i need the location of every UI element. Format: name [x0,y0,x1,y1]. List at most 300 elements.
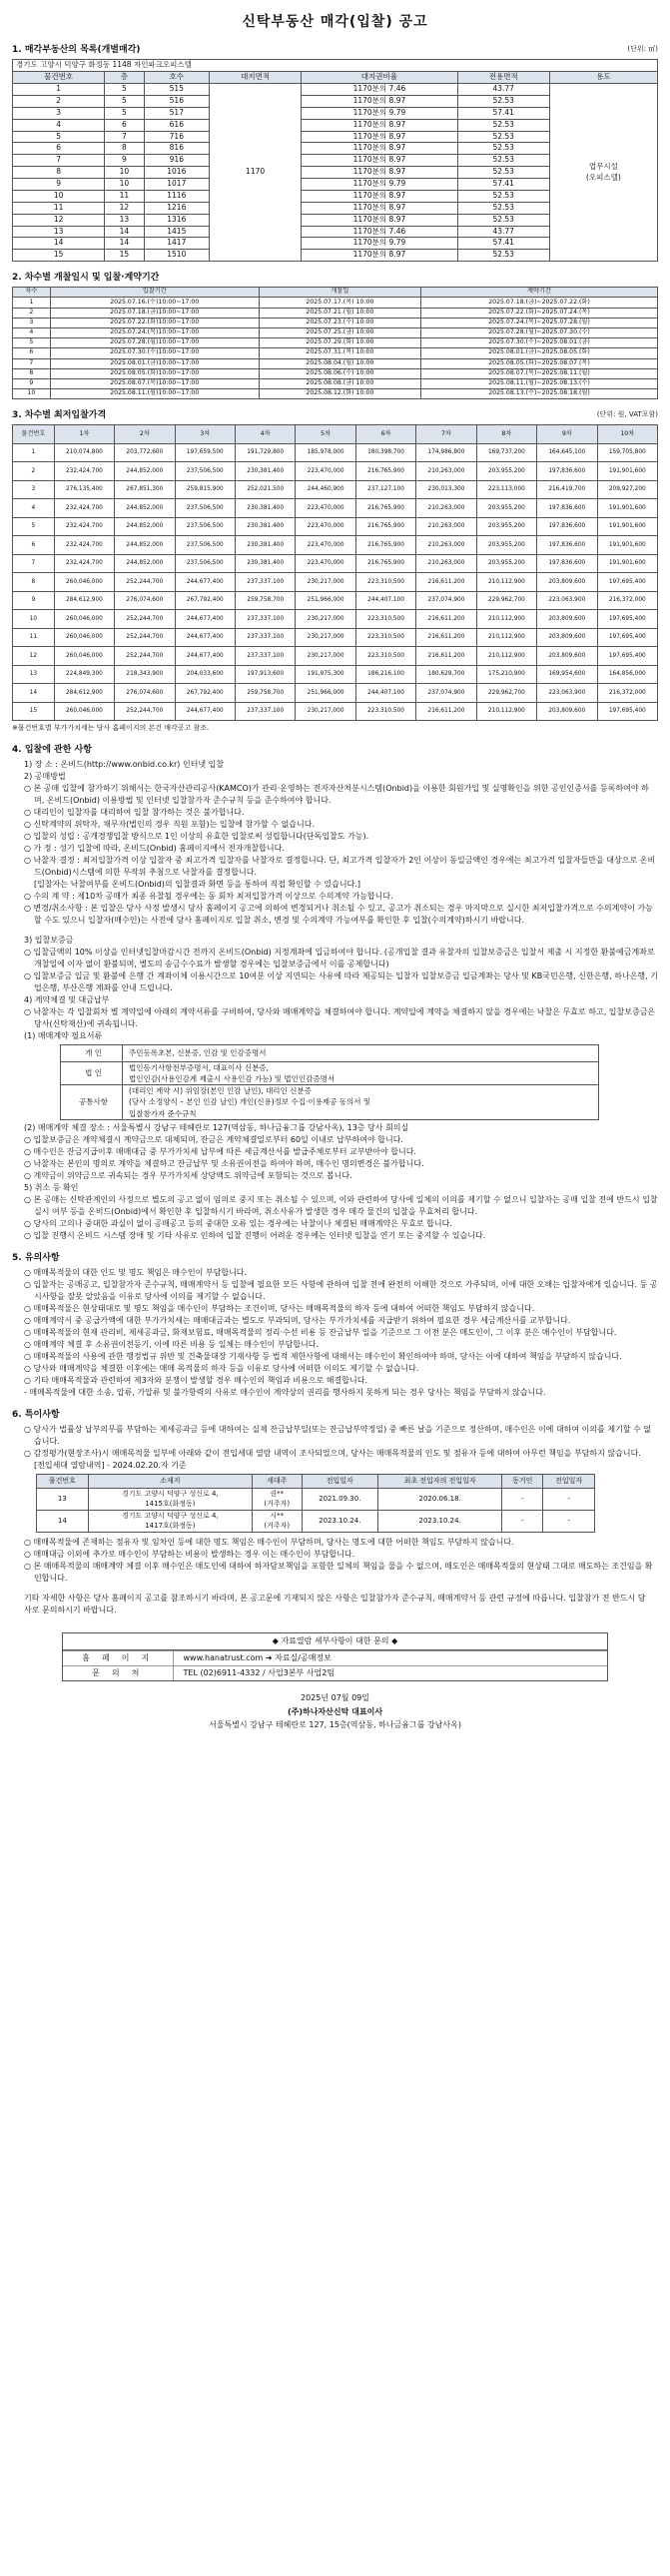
table-cell: 284,612,900 [54,684,114,703]
table-cell: 경기도 고양시 덕양구 성신로 4, 1415호(화정동) [88,1488,252,1510]
table-cell: 2025.08.05.(화)~2025.08.07.(목) [421,358,658,368]
table-cell: 169,737,200 [476,443,536,462]
table-cell: 223,063,900 [537,591,597,610]
table-cell: 13 [105,214,144,226]
table-header-cell: 대지권비율 [302,72,457,84]
table-header-cell: 9차 [537,425,597,444]
table-cell: 244,677,400 [175,610,235,629]
table-cell: 197,836,600 [537,462,597,481]
table-cell: 251,966,000 [296,591,355,610]
section-2-heading: 2. 차수별 개찰일시 및 입찰·계약기간 [12,273,160,284]
table-cell: 1017 [144,179,209,191]
table-header-cell: 세대주 [252,1474,302,1488]
list-item: ○ 본 공매 입찰에 참가하기 위해서는 한국자산관리공사(KAMCO)가 관리·운영하는 전자자산처분시스템(Onbid)을 이용한 회원가입 및 실명확인을 위한 공인인증서를 등록하여야 하며, 온비드(Onbid) 이용방법 및 인터넷 입찰참가자 준수규칙 등을 준수하여야 합니다. [24,783,649,805]
table-cell: 3 [13,318,51,327]
table-cell: 2 [13,462,55,481]
table-cell: 2025.08.04.(월) 10:00 [259,358,420,368]
table-cell: 223,470,000 [296,554,355,573]
table-row [13,443,658,462]
table-header-cell: 입찰기간 [50,288,259,298]
table-cell: 244,852,000 [115,517,175,536]
table-cell: 260,046,000 [54,628,114,647]
table-row [61,1044,599,1061]
table-cell: 52.53 [457,202,549,214]
table-cell: 169,954,600 [537,665,597,684]
table-cell: 1170분의 9.79 [302,238,457,250]
table-header-cell: 전입일자 [543,1474,595,1488]
table-cell: 816 [144,143,209,155]
table-cell: 2025.08.13.(수)~2025.08.18.(월) [421,389,658,399]
table-cell: 216,372,000 [597,684,657,703]
list-item: ○ 매매목적물의 사용에 관한 행정법규 위반 및 건축물대장 기재사항 등 법적 제한사항에 대해서는 매수인이 확인하여야 하며, 당사는 이에 대하여 책임을 부담하지 않습니다. [24,1351,622,1361]
table-row [13,647,658,666]
table-cell: 210,263,000 [416,554,476,573]
table-cell: 2025.07.30.(수)~2025.08.01.(금) [421,338,658,348]
table-row [13,536,658,555]
table-cell: 210,074,800 [54,443,114,462]
table-cell: 259,815,900 [175,480,235,499]
table-cell: 197,836,600 [537,536,597,555]
table-row [13,298,658,308]
table-cell: 43.77 [457,84,549,96]
list-item: ○ 매수인은 잔금지급이후 매매대금 중 부가가치세 납부에 따른 세금계산서를 발급주체로부터 교부받아야 합니다. [24,1146,416,1156]
table-row [13,499,658,518]
table-cell: 244,407,100 [355,591,415,610]
table-cell: 191,901,600 [597,536,657,555]
table-cell: 216,611,200 [416,573,476,592]
table-cell: 9 [13,179,105,191]
table-cell: 244,460,900 [296,480,355,499]
land-area-cell: 1170 [210,84,302,262]
table-cell: 210,112,900 [476,573,536,592]
table-row [13,517,658,536]
table-cell: 4 [13,119,105,131]
table-cell: 52.53 [457,155,549,167]
section-1-heading [12,44,658,57]
table-cell: 2025.08.11.(월)10:00~17:00 [50,389,259,399]
list-item: ○ 매매목적물에 존재하는 점유자 및 임차인 등에 대한 명도 책임은 매수인이 부담하며, 당사는 명도에 대한 어떠한 책임도 부담하지 않습니다. [24,1537,514,1547]
table-cell: 203,955,200 [476,462,536,481]
table-cell: 180,398,700 [355,443,415,462]
table-cell: 2025.07.17.(목) 10:00 [259,298,420,308]
table-cell: 1170분의 8.97 [302,190,457,202]
s4-cancel-heading: 5) 취소 등 확인 [24,1182,79,1192]
table-cell: 204,033,600 [175,665,235,684]
table-cell: 216,765,900 [355,462,415,481]
table-cell: 203,955,200 [476,554,536,573]
table-cell: 13 [13,226,105,238]
table-cell: 10 [13,190,105,202]
table-cell: 1510 [144,250,209,262]
table-cell: 616 [144,119,209,131]
table-cell: 8 [13,368,51,378]
table-cell: 11 [13,202,105,214]
table-cell: 203,809,600 [537,610,597,629]
footer [12,1691,658,1732]
table-row [13,308,658,318]
table-cell: 2025.07.21.(월) 10:00 [259,308,420,318]
footer-date: 2025년 07월 09일 [301,1693,369,1702]
table-cell: 7 [13,358,51,368]
table-cell: 244,852,000 [115,499,175,518]
list-item: ○ 낙찰자는 본인의 명의로 계약을 체결하고 잔금납부 및 소유권이전을 하여야 하며, 매수인 명의변경은 불가합니다. [24,1158,424,1168]
table-header-cell: 물건번호 [13,72,105,84]
doc-type-cell: 법 인 [61,1061,123,1085]
table-cell: 252,244,700 [115,647,175,666]
schedule-table [12,287,658,399]
table-cell: 191,729,800 [235,443,295,462]
table-cell: 276,135,400 [54,480,114,499]
list-item: ○ 당사와 매매계약을 체결한 이후에는 매매 목적물의 하자 등을 이유로 당사에 어떠한 이의도 제기할 수 없습니다. [24,1363,419,1373]
table-cell: 230,013,300 [416,480,476,499]
table-cell: 57.41 [457,238,549,250]
table-cell: - [502,1488,543,1510]
table-cell: 197,695,400 [597,573,657,592]
table-cell: 244,407,100 [355,684,415,703]
table-cell: 237,074,900 [416,591,476,610]
table-header-cell: 소재지 [88,1474,252,1488]
table-row [13,378,658,388]
list-item: ○ 입찰금액의 10% 이상을 인터넷입찰마감시간 전까지 온비드(Onbid) 지정계좌에 입금하여야 합니다. (공개입찰 결과 유찰자의 입찰보증금은 입찰서 제출 시 지정한 환불예금계좌로 개찰일에 이자 없이 환불되며, 별도의 송금수수료가 발생할 경우에는 입찰보증금에서 이를 공제합니다) [24,947,655,968]
table-cell: 52.53 [457,119,549,131]
table-cell: 230,217,000 [296,647,355,666]
table-cell: 230,217,000 [296,702,355,721]
table-cell: 9 [105,155,144,167]
table-cell: 185,978,000 [296,443,355,462]
table-cell: 52.53 [457,214,549,226]
table-cell: 216,372,000 [597,591,657,610]
table-cell: 5 [13,338,51,348]
contract-docs-table [60,1044,599,1120]
table-header-cell: 7차 [416,425,476,444]
table-cell: 1170분의 8.97 [302,95,457,107]
table-cell: 244,852,000 [115,554,175,573]
table-cell: 237,127,100 [355,480,415,499]
table-header-cell: 4차 [235,425,295,444]
table-cell: 1170분의 9.79 [302,179,457,191]
list-item: ○ 매매목적물의 현재 관리비, 제세공과금, 화재보험료, 매매목적물의 정리·수선 비용 등 잔금납부 일을 기준으로 그 이전 분은 매도인이, 그 이후 분은 매수인이 부담합니다. [24,1327,617,1337]
table-cell: 197,659,500 [175,443,235,462]
table-cell: 237,506,500 [175,536,235,555]
table-cell: 52.53 [457,143,549,155]
table-cell: 229,962,700 [476,591,536,610]
table-cell: 237,337,100 [235,610,295,629]
table-cell: 1170분의 7.46 [302,226,457,238]
table-cell: 1170분의 8.97 [302,131,457,143]
table-cell: 237,337,100 [235,573,295,592]
table-cell: 2025.07.23.(수) 10:00 [259,318,420,327]
table-cell: 2021.09.30. [302,1488,377,1510]
table-cell: 244,677,400 [175,647,235,666]
list-item: ○ 매매목적물의 대한 인도 및 명도 책임은 매수인이 부담합니다. [24,1267,248,1277]
footer-address: 서울특별시 강남구 테헤란로 127, 15층(역삼동, 하나금융그룹 강남사옥) [209,1720,461,1730]
table-cell: 210,112,900 [476,647,536,666]
contact-box [62,1632,608,1681]
table-cell: 52.53 [457,131,549,143]
list-item: ○ 매매계약서 중 공급가액에 대한 부가가치세는 매매대금과는 별도로 부과되며, 당사는 부가가치세를 지급받기 위하여 필요한 경우 세금계산서를 교부합니다. [24,1315,571,1325]
list-item: ○ 입찰보증금 입금 및 환불에 은행 간 계좌이체 이용시간으로 10여분 이상 지연되는 사유에 따라 제공되는 입찰자 입찰보증금 입금계좌는 당사 및 KB국민은행, 신한은행, 하나은행, 기업은행, 부산은행 계좌를 안내 드립니다. [24,970,658,992]
table-cell: 267,792,400 [175,591,235,610]
homepage-label: 홈페이지 [63,1650,173,1665]
table-cell: 15 [13,702,55,721]
table-cell: 517 [144,107,209,119]
list-item: ○ 입찰보증금은 계약체결시 계약금으로 대체되며, 잔금은 계약체결일로부터 60일 이내로 납부하여야 합니다. [24,1134,403,1144]
list-item: ○ 낙찰자는 각 입찰회차 별 계약일에 아래의 계약서류를 구비하여, 당사와 매매계약을 체결하여야 합니다. 계약일에 계약을 체결하지 않을 경우에는 낙찰은 무효로 하고, 입찰보증금은 당사(신탁재산)에 귀속됩니다. [24,1006,656,1028]
table-cell: 237,074,900 [416,684,476,703]
table-cell: 223,113,000 [476,480,536,499]
section-5-body [12,1267,658,1399]
table-cell: 203,955,200 [476,517,536,536]
table-header-cell: 층 [105,72,144,84]
table-cell: 223,470,000 [296,536,355,555]
s6-closing: 기타 자세한 사항은 당사 홈페이지 공고를 참조하시기 바라며, 본 공고문에 기재되지 않은 사항은 입찰참가자 준수규칙, 매매계약서 등 관련 규정에 따릅니다. 입찰참가 전 반드시 당사로 문의하시기 바랍니다. [24,1593,646,1614]
list-item: ○ 낙찰자 결정 : 최저입찰가격 이상 입찰자 중 최고가격 입찰자를 낙찰자로 결정합니다. 단, 최고가격 입찰자가 2인 이상이 동일금액인 경우에는 최고가격 입찰자들만을 대상으로 온비드(Onbid)시스템에 의한 무작위 추첨으로 낙찰자를 결정합니다. [입찰자는 낙찰여부를 온비드(Onbid)의 입찰결과 화면 등을 통하여 직접 확인할 수 있습니다.] [24,855,656,889]
table-cell: 197,836,600 [537,554,597,573]
table-cell: 164,645,100 [537,443,597,462]
table-cell: 191,901,600 [597,499,657,518]
table-cell: 191,901,600 [597,462,657,481]
table-header-cell: 8차 [476,425,536,444]
table-cell: 52.53 [457,190,549,202]
table-row [13,348,658,358]
table-cell: 216,611,200 [416,702,476,721]
section-3-heading [12,409,658,422]
table-header-cell: 개찰일 [259,288,420,298]
property-list-table [12,59,658,262]
list-item: ○ 당사의 고의나 중대한 과실이 없이 공매공고 등의 중대한 오류 있는 경우에는 낙찰이나 체결된 매매계약은 무효로 합니다. [24,1218,452,1228]
table-cell: 1170분의 8.97 [302,143,457,155]
table-cell: 174,986,800 [416,443,476,462]
table-cell: 252,244,700 [115,628,175,647]
list-item: - 매매목적물에 대한 소송, 압류, 가압류 및 불가항력의 사유로 매수인이 계약상의 권리를 행사하지 못하게 되는 경우 당사는 책임을 부담하지 않습니다. [24,1387,546,1397]
table-cell: 14 [105,226,144,238]
table-cell: 52.53 [457,167,549,179]
table-cell: 203,809,600 [537,702,597,721]
table-cell: 14 [105,238,144,250]
table-cell: 223,470,000 [296,499,355,518]
section-1-unit: (단위: ㎡) [627,45,658,54]
doc-list-cell: (대리인 계약 시) 위임장(본인 인감 날인), 대리인 신분증 (당사 소정양식 – 본인 인감 날인) 개인(신용)정보 수집·이용제공 동의서 및 입찰참가자 준수규칙 [123,1085,599,1120]
table-cell: 197,695,400 [597,647,657,666]
table-cell: 10 [105,167,144,179]
table-cell: 267,851,300 [115,480,175,499]
table-cell: 237,337,100 [235,647,295,666]
table-cell: 2025.08.11.(월)~2025.08.13.(수) [421,378,658,388]
table-cell: 12 [13,647,55,666]
table-cell: 232,424,700 [54,462,114,481]
table-cell: 216,765,900 [355,536,415,555]
homepage-link[interactable]: www.hanatrust.com ➜ 자료실/공매정보 [173,1650,607,1665]
section-6-body [12,1424,658,1616]
table-cell: 216,765,900 [355,499,415,518]
table-cell: 230,381,400 [235,462,295,481]
list-item: ○ 당사가 법률상 납부의무를 부담하는 제세공과금 등에 대하여는 실제 잔금납부일(또는 잔금납부약정일) 중 빠른 날을 기준으로 정산하며, 매수인은 이에 대하여 이의를 제기할 수 없습니다. [24,1424,652,1446]
table-cell: 216,765,900 [355,517,415,536]
table-cell: 223,310,500 [355,628,415,647]
section-4-body [12,759,658,1242]
table-header-cell: 호수 [144,72,209,84]
list-item: ○ 감정평가(현장조사)시 매매목적물 일부에 아래와 같이 전입세대 열람 내역이 조사되었으며, 당사는 매매목적물의 인도 및 점유자 등에 대하여 아무런 책임을 부담하지 않습니다. [24,1448,641,1458]
table-cell: 시** (거주자) [252,1510,302,1532]
table-header-cell: 계약기간 [421,288,658,298]
table-cell: 203,809,600 [537,628,597,647]
table-cell: 2025.07.24.(목)10:00~17:00 [50,328,259,338]
table-cell: 8 [13,573,55,592]
inquiry-value: TEL (02)6911-4332 / 사업3본부 사업2팀 [173,1665,607,1680]
doc-list-cell: 주민등록초본, 신분증, 인감 및 인감증명서 [123,1044,599,1061]
table-cell: 515 [144,84,209,96]
table-cell: 210,112,900 [476,702,536,721]
s4-method-heading: 2) 공매방법 [24,771,66,781]
table-header-cell: 2차 [115,425,175,444]
table-cell: 9 [13,378,51,388]
table-cell: 237,506,500 [175,517,235,536]
table-cell: 2025.08.05.(화)10:00~17:00 [50,368,259,378]
table-cell: 159,705,800 [597,443,657,462]
table-header-cell: 차수 [13,288,51,298]
table-row [61,1061,599,1085]
table-cell: 197,836,600 [537,499,597,518]
table-cell: 210,112,900 [476,610,536,629]
table-cell: - [543,1510,595,1532]
table-cell: 203,772,600 [115,443,175,462]
table-cell: 216,765,900 [355,554,415,573]
table-cell: 223,063,900 [537,684,597,703]
table-cell: 186,216,100 [355,665,415,684]
list-item: ○ 기타 매매목적물과 관련하여 제3자와 분쟁이 발생할 경우 매수인의 책임과 비용으로 해결합니다. [24,1375,367,1385]
table-cell: 223,470,000 [296,462,355,481]
table-cell: 223,470,000 [296,517,355,536]
table-cell: 191,901,600 [597,517,657,536]
table-row [13,480,658,499]
table-cell: 1170분의 8.97 [302,155,457,167]
table-cell: 223,310,500 [355,647,415,666]
table-cell: 5 [105,84,144,96]
table-header-cell: 6차 [355,425,415,444]
table-cell: 8 [105,143,144,155]
table-cell: 203,955,200 [476,536,536,555]
table-cell: 경기도 고양시 덕양구 성신로 4, 1417호(화정동) [88,1510,252,1532]
table-cell: 52.53 [457,95,549,107]
section-5-heading: 5. 유의사항 [12,1252,60,1263]
table-row [13,84,658,96]
table-cell: 1417 [144,238,209,250]
table-cell: 8 [13,167,105,179]
table-cell: 1 [13,443,55,462]
table-cell: 252,021,500 [235,480,295,499]
table-cell: 15 [105,250,144,262]
table-cell: 13 [13,665,55,684]
table-cell: 7 [105,131,144,143]
table-cell: 716 [144,131,209,143]
table-cell: 252,244,700 [115,573,175,592]
table-cell: 43.77 [457,226,549,238]
table-cell: 5 [105,107,144,119]
table-cell: 2025.07.18.(금)~2025.07.22.(화) [421,298,658,308]
table-cell: 216,611,200 [416,647,476,666]
table-cell: 1170분의 8.97 [302,119,457,131]
table-cell: 1 [13,84,105,96]
table-header-cell: 5차 [296,425,355,444]
table-cell: 15 [13,250,105,262]
table-cell: 230,381,400 [235,554,295,573]
table-cell: 191,901,600 [597,554,657,573]
s4-location: 1) 장 소 : 온비드(http://www.onbid.co.kr) 인터넷 입찰 [24,759,225,769]
table-cell: 5 [13,517,55,536]
list-item: ○ 가 정 : 성기 입찰에 따라, 온비드(Onbid) 홈페이지에서 전자개찰합니다. [24,843,285,853]
table-header-cell: 물건번호 [13,425,55,444]
table-cell: 1170분의 8.97 [302,167,457,179]
table-cell: 11 [13,628,55,647]
table-cell: 4 [13,499,55,518]
table-cell: 197,695,400 [597,702,657,721]
table-cell: 9 [13,591,55,610]
table-cell: 216,419,700 [537,480,597,499]
table-cell: 57.41 [457,107,549,119]
table-cell: 2025.08.01.(금)~2025.08.05.(화) [421,348,658,358]
table-cell: 230,217,000 [296,610,355,629]
list-item: (2) 매매계약 체결 장소 : 서울특별시 강남구 테헤란로 127(역삼동, 하나금융그룹 강남사옥), 13층 당사 회의실 [24,1122,409,1132]
table-cell: 216,611,200 [416,628,476,647]
table-row [61,1085,599,1120]
table-cell: 259,758,700 [235,684,295,703]
table-cell: 12 [105,202,144,214]
table-cell: 224,849,300 [54,665,114,684]
s4-deposit-heading: 3) 입찰보증금 [24,935,74,945]
table-row [13,610,658,629]
list-item: ○ 입찰 진행시 온비드 시스템 장애 및 기타 사유로 인하여 입찰 진행이 어려운 경우에는 인터넷 입찰을 연기 또는 중지할 수 있습니다. [24,1230,486,1240]
table-cell: 203,809,600 [537,573,597,592]
table-row [13,665,658,684]
table-cell: 10 [13,389,51,399]
table-row [13,554,658,573]
section-3-heading-text: 3. 차수별 최저입찰가격 [12,410,107,421]
table-cell: 223,310,500 [355,702,415,721]
table-cell: 3 [13,480,55,499]
table-cell: 2025.07.16.(수)10:00~17:00 [50,298,259,308]
table-cell: 218,343,900 [115,665,175,684]
table-cell: 1170분의 7.46 [302,84,457,96]
table-row [13,591,658,610]
table-cell: 180,629,700 [416,665,476,684]
table-header-cell: 전용면적 [457,72,549,84]
table-cell: 3 [13,107,105,119]
table-cell: - [543,1488,595,1510]
table-cell: 232,424,700 [54,554,114,573]
table-cell: 2023.10.24. [302,1510,377,1532]
table-cell: 197,836,600 [537,517,597,536]
table-cell: 516 [144,95,209,107]
table-cell: 230,217,000 [296,573,355,592]
table-cell: 230,381,400 [235,517,295,536]
table-cell: 12 [13,214,105,226]
property-address: 경기도 고양시 덕양구 화정동 1148 자인파크오피스텔 [13,60,658,72]
table-cell: 14 [13,684,55,703]
table-cell: 1170분의 8.97 [302,202,457,214]
table-cell: 2025.07.31.(목) 10:00 [259,348,420,358]
table-cell: 2025.07.18.(금)10:00~17:00 [50,308,259,318]
table-cell: 1 [13,298,51,308]
table-cell: 260,046,000 [54,647,114,666]
table-row [13,358,658,368]
table-cell: 210,263,000 [416,517,476,536]
table-header-cell: 3차 [175,425,235,444]
table-row [13,573,658,592]
table-row [13,684,658,703]
table-cell: 210,263,000 [416,499,476,518]
list-item: ○ 입찰자는 공매공고, 입찰참가자 준수규칙, 매매계약서 등 입찰에 필요한 모든 사항에 관하여 입찰 전에 완전히 이해한 것으로 가주되며, 이에 대한 오해는 입찰자에게 있습니다. 등 공시사항을 잘못 알았음을 이유로 당사에 이의를 제기할 수 없습니다. [24,1279,658,1301]
price-table [12,424,658,721]
